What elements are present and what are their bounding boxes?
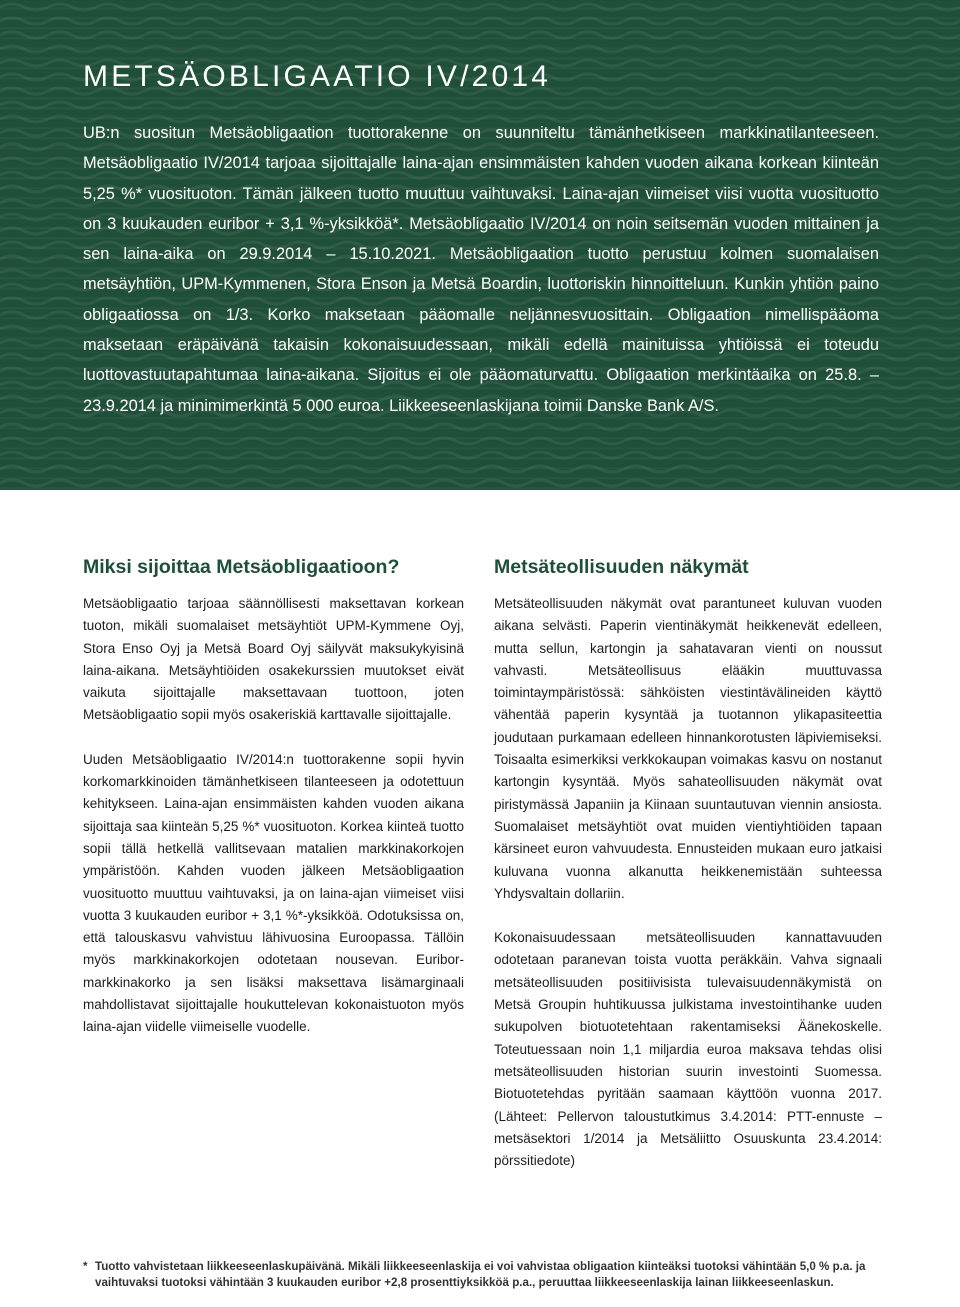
left-column	[83, 556, 464, 1061]
right-column	[494, 556, 882, 1194]
left-paragraph-2: Uuden Metsäobligaatio IV/2014:n tuottorakenne sopii hyvin korkomarkkinoiden tämänhetkiseen tilanteeseen ja odotettuun kehitykseen. Laina-ajan ensimmäisten kahden vuoden aikana sijoittaja saa kiinteän 5,25 %* vuosituoton. Korkea kiinteä tuotto sopii tällä hetkellä vallitsevaan matalien markkinakorkojen ympäristöön. Kahden vuoden jälkeen Metsäobligaation vuosituotto muuttuu vaihtuvaksi, ja on laina-ajan viimeiset viisi vuotta 3 kuukauden euribor + 3,1 %*-yksikköä. Odotuksissa on, että talouskasvu vahvistuu lähivuosina Euroopassa. Tällöin myös markkinakorkojen odotetaan nousevan. Euribor-markkinakorko ja sen lisäksi maksettava lisämarginaali mahdollistavat sijoittajalle houkuttelevan kokonaistuoton myös laina-ajan viidelle viimeiselle vuodelle.	[83, 751, 464, 1035]
left-heading: Miksi sijoittaa Metsäobligaatioon?	[83, 556, 400, 578]
footnote-mark: *	[83, 1260, 88, 1273]
title-banner	[0, 0, 960, 490]
right-heading: Metsäteollisuuden näkymät	[494, 556, 749, 578]
right-paragraph-1: Metsäteollisuuden näkymät ovat parantuneet kuluvan vuoden aikana selvästi. Paperin vientinäkymät heikkenevät edelleen, mutta sellun, kartongin ja sahatavaran vienti on noussut vahvasti. Metsäteollisuus elääkin muuttuvassa toimintaympäristössä: sähköisten viestintävälineiden käyttö vähentää paperin kysyntää ja tuotannon ylikapasiteettia joudutaan purkamaan edelleen hinnankorotusten läpiviemiseksi. Toisaalta esimerkiksi verkkokaupan voimakas kasvu on nostanut kartongin kysyntää. Myös sahateollisuuden näkymät ovat piristymässä Japaniin ja Kiinaan suuntautuvan viennin ansiosta. Suomalaiset metsäyhtiöt ovat muiden vientiyhtiöiden tapaan kärsineet euron vahvuudesta. Ennusteiden mukaan euro jatkaisi kuluvana vuonna alkanutta heikkenemistään suhteessa Yhdysvaltain dollariin.	[494, 596, 882, 901]
intro-paragraph: UB:n suositun Metsäobligaation tuottorakenne on suunniteltu tämänhetkiseen markkinatilanteeseen. Metsäobligaatio IV/2014 tarjoaa sijoittajalle laina-ajan ensimmäisten kahden vuoden aikana korkean kiinteän 5,25 %* vuosituoton. Tämän jälkeen tuotto muuttuu vaihtuvaksi. Laina-ajan viimeiset viisi vuotta vuosituotto on 3 kuukauden euribor + 3,1 %-yksikköä*. Metsäobligaatio IV/2014 on noin seitsemän vuoden mittainen ja sen laina-aika on 29.9.2014 – 15.10.2021. Metsäobligaation tuotto perustuu kolmen suomalaisen metsäyhtiön, UPM-Kymmenen, Stora Enson ja Metsä Boardin, luottoriskin hinnoitteluun. Kunkin yhtiön paino obligaatiossa on 1/3. Korko maksetaan pääomalle neljännesvuosittain. Obligaation nimellispääoma maksetaan eräpäivänä takaisin kokonaisuudessaan, mikäli edellä mainituissa yhtiöissä ei toteudu luottovastuutapahtumaa laina-aikana. Sijoitus ei ole pääomaturvattu. Obligaation merkintäaika on 25.8. – 23.9.2014 ja minimimerkintä 5 000 euroa. Liikkeeseenlaskijana toimii Danske Bank A/S.	[83, 124, 879, 415]
left-paragraph-1: Metsäobligaatio tarjoaa säännöllisesti maksettavan korkean tuoton, mikäli suomalaiset metsäyhtiöt UPM-Kymmene Oyj, Stora Enso Oyj ja Metsä Board Oyj säilyvät maksukykyisinä laina-aikana. Metsäyhtiöiden osakekurssien muutokset eivät vaikuta sijoittajalle maksettavaan tuottoon, joten Metsäobligaatio sopii myös osakeriskiä karttavalle sijoittajalle.	[83, 596, 464, 723]
right-paragraph-2: Kokonaisuudessaan metsäteollisuuden kannattavuuden odotetaan paranevan toista vuotta peräkkäin. Vahva signaali metsäteollisuuden positiivisista tulevaisuudennäkymistä on Metsä Groupin huhtikuussa julkistama investointihanke uuden sukupolven biotuotetehtaan rakentamiseksi Äänekoskelle. Toteutuessaan noin 1,1 miljardia euroa maksava tehdas olisi metsäteollisuuden historian suurin investointi Suomessa. Biotuotetehdas pyritään saamaan käyttöön vuonna 2017. (Lähteet: Pellervon taloustutkimus 3.4.2014: PTT-ennuste – metsäsektori 1/2014 ja Metsäliitto Osuuskunta 23.4.2014: pörssitiedote)	[494, 930, 882, 1169]
page-title: METSÄOBLIGAATIO IV/2014	[83, 60, 552, 93]
footnote	[83, 1259, 873, 1291]
footnote-text: Tuotto vahvistetaan liikkeeseenlaskupäivänä. Mikäli liikkeeseenlaskija ei voi vahvistaa obligaation kiinteäksi tuotoksi vähintään 5,0 % p.a. ja vaihtuvaksi tuotoksi vähintään 3 kuukauden euribor +2,8 prosenttiyksikköä p.a., peruuttaa liikkeeseenlaskija lainan liikkeeseenlaskun.	[95, 1260, 866, 1289]
